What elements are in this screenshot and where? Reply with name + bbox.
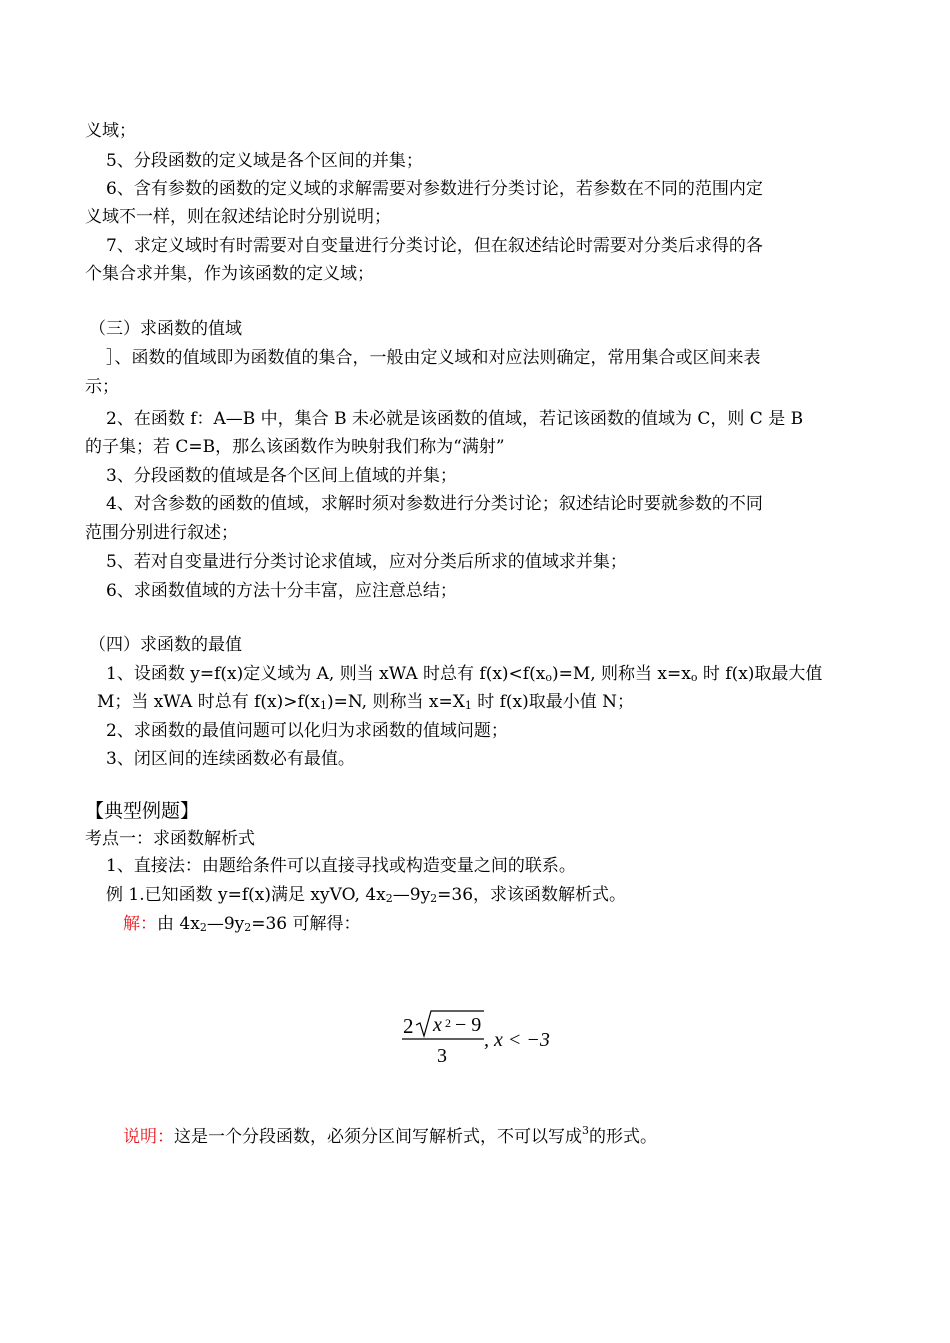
section-heading-extrema: （四）求函数的最值 bbox=[89, 635, 242, 655]
text-run: 例 1.已知函数 y=f(x)满足 xyVO, 4x bbox=[106, 885, 386, 905]
text-line: 义域不一样，则在叙述结论时分别说明； bbox=[85, 207, 391, 227]
formula-denominator: 3 bbox=[437, 1045, 447, 1067]
subscript: 2 bbox=[244, 921, 252, 934]
text-run: =36，求该函数解析式。 bbox=[437, 885, 627, 905]
text-run: 1、设函数 y=f(x)定义域为 A, 则当 xWA 时总有 f(x)<f(x bbox=[106, 664, 546, 684]
text-line: 3、分段函数的值域是各个区间上值域的并集； bbox=[106, 466, 457, 486]
text-run: —9y bbox=[206, 914, 245, 934]
formula-coefficient: 2 bbox=[403, 1014, 414, 1038]
subscript: 1 bbox=[464, 699, 472, 712]
text-line: 3、闭区间的连续函数必有最值。 bbox=[106, 749, 355, 769]
subscript: 2 bbox=[430, 892, 438, 905]
formula-radicand-rest: − 9 bbox=[455, 1014, 482, 1036]
text-run: 时 f(x)取最大值 bbox=[697, 664, 823, 684]
text-line bbox=[106, 884, 626, 910]
text-run: )=M, 则称当 x=x bbox=[551, 664, 691, 684]
text-line: 2、求函数的最值问题可以化归为求函数的值域问题； bbox=[106, 721, 508, 741]
text-line: 4、对含参数的函数的值域，求解时须对参数进行分类讨论；叙述结论时要就参数的不同 bbox=[106, 494, 763, 514]
superscript: 3 bbox=[582, 1124, 589, 1137]
text-line bbox=[106, 663, 822, 689]
formula-exponent: 2 bbox=[445, 1016, 451, 1030]
text-line: 2、在函数 f：A—B 中，集合 B 未必就是该函数的值域，若记该函数的值域为 C，则 C 是 B bbox=[106, 409, 804, 429]
text-line: 6、求函数值域的方法十分丰富，应注意总结； bbox=[106, 581, 457, 601]
text-line: 6、含有参数的函数的定义域的求解需要对参数进行分类讨论，若参数在不同的范围内定 bbox=[106, 179, 763, 199]
text-run: 由 4x bbox=[157, 914, 200, 934]
text-line: 5、分段函数的定义域是各个区间的并集； bbox=[106, 151, 423, 171]
text-line: 考点一：求函数解析式 bbox=[85, 829, 255, 849]
text-line: 范围分别进行叙述； bbox=[85, 523, 238, 543]
subscript: 2 bbox=[199, 921, 207, 934]
solution-label: 解： bbox=[123, 914, 157, 934]
text-run: —9y bbox=[392, 885, 431, 905]
text-run: 时 f(x)取最小值 N； bbox=[471, 692, 635, 712]
text-line: 个集合求并集，作为该函数的定义域； bbox=[85, 264, 374, 284]
text-line bbox=[97, 691, 634, 717]
text-run: M；当 xWA 时总有 f(x)>f(x bbox=[97, 692, 321, 712]
subscript: 1 bbox=[320, 699, 328, 712]
note-line bbox=[123, 1120, 657, 1148]
text-line: 义域； bbox=[85, 121, 136, 141]
solution-line bbox=[123, 913, 361, 939]
text-line: 的子集；若 C=B，那么该函数作为映射我们称为“满射” bbox=[85, 437, 505, 457]
text-line: 7、求定义域时有时需要对自变量进行分类讨论，但在叙述结论时需要对分类后求得的各 bbox=[106, 236, 763, 256]
subscript: o bbox=[690, 671, 698, 684]
text-run: 的形式。 bbox=[589, 1127, 657, 1147]
text-line: ］、函数的值域即为函数值的集合，一般由定义域和对应法则确定，常用集合或区间来表 bbox=[106, 348, 761, 368]
text-run: )=N, 则称当 x=X bbox=[327, 692, 465, 712]
subscript: 2 bbox=[385, 892, 393, 905]
text-line: 1、直接法：由题给条件可以直接寻找或构造变量之间的联系。 bbox=[106, 856, 576, 876]
typical-examples-heading: 【典型例题】 bbox=[85, 800, 200, 822]
section-heading-range: （三）求函数的值域 bbox=[89, 319, 242, 339]
subscript: o bbox=[545, 671, 552, 684]
text-run: 这是一个分段函数，必须分区间写解析式，不可以写成 bbox=[174, 1127, 582, 1147]
formula-condition: , x < −3 bbox=[484, 1029, 550, 1051]
text-line: 5、若对自变量进行分类讨论求值域，应对分类后所求的值域求并集； bbox=[106, 552, 627, 572]
text-run: =36 可解得： bbox=[251, 914, 361, 934]
formula-expression bbox=[400, 1008, 560, 1068]
note-label: 说明： bbox=[123, 1127, 174, 1147]
text-line: 示； bbox=[85, 377, 119, 397]
formula-variable: x bbox=[433, 1014, 442, 1036]
